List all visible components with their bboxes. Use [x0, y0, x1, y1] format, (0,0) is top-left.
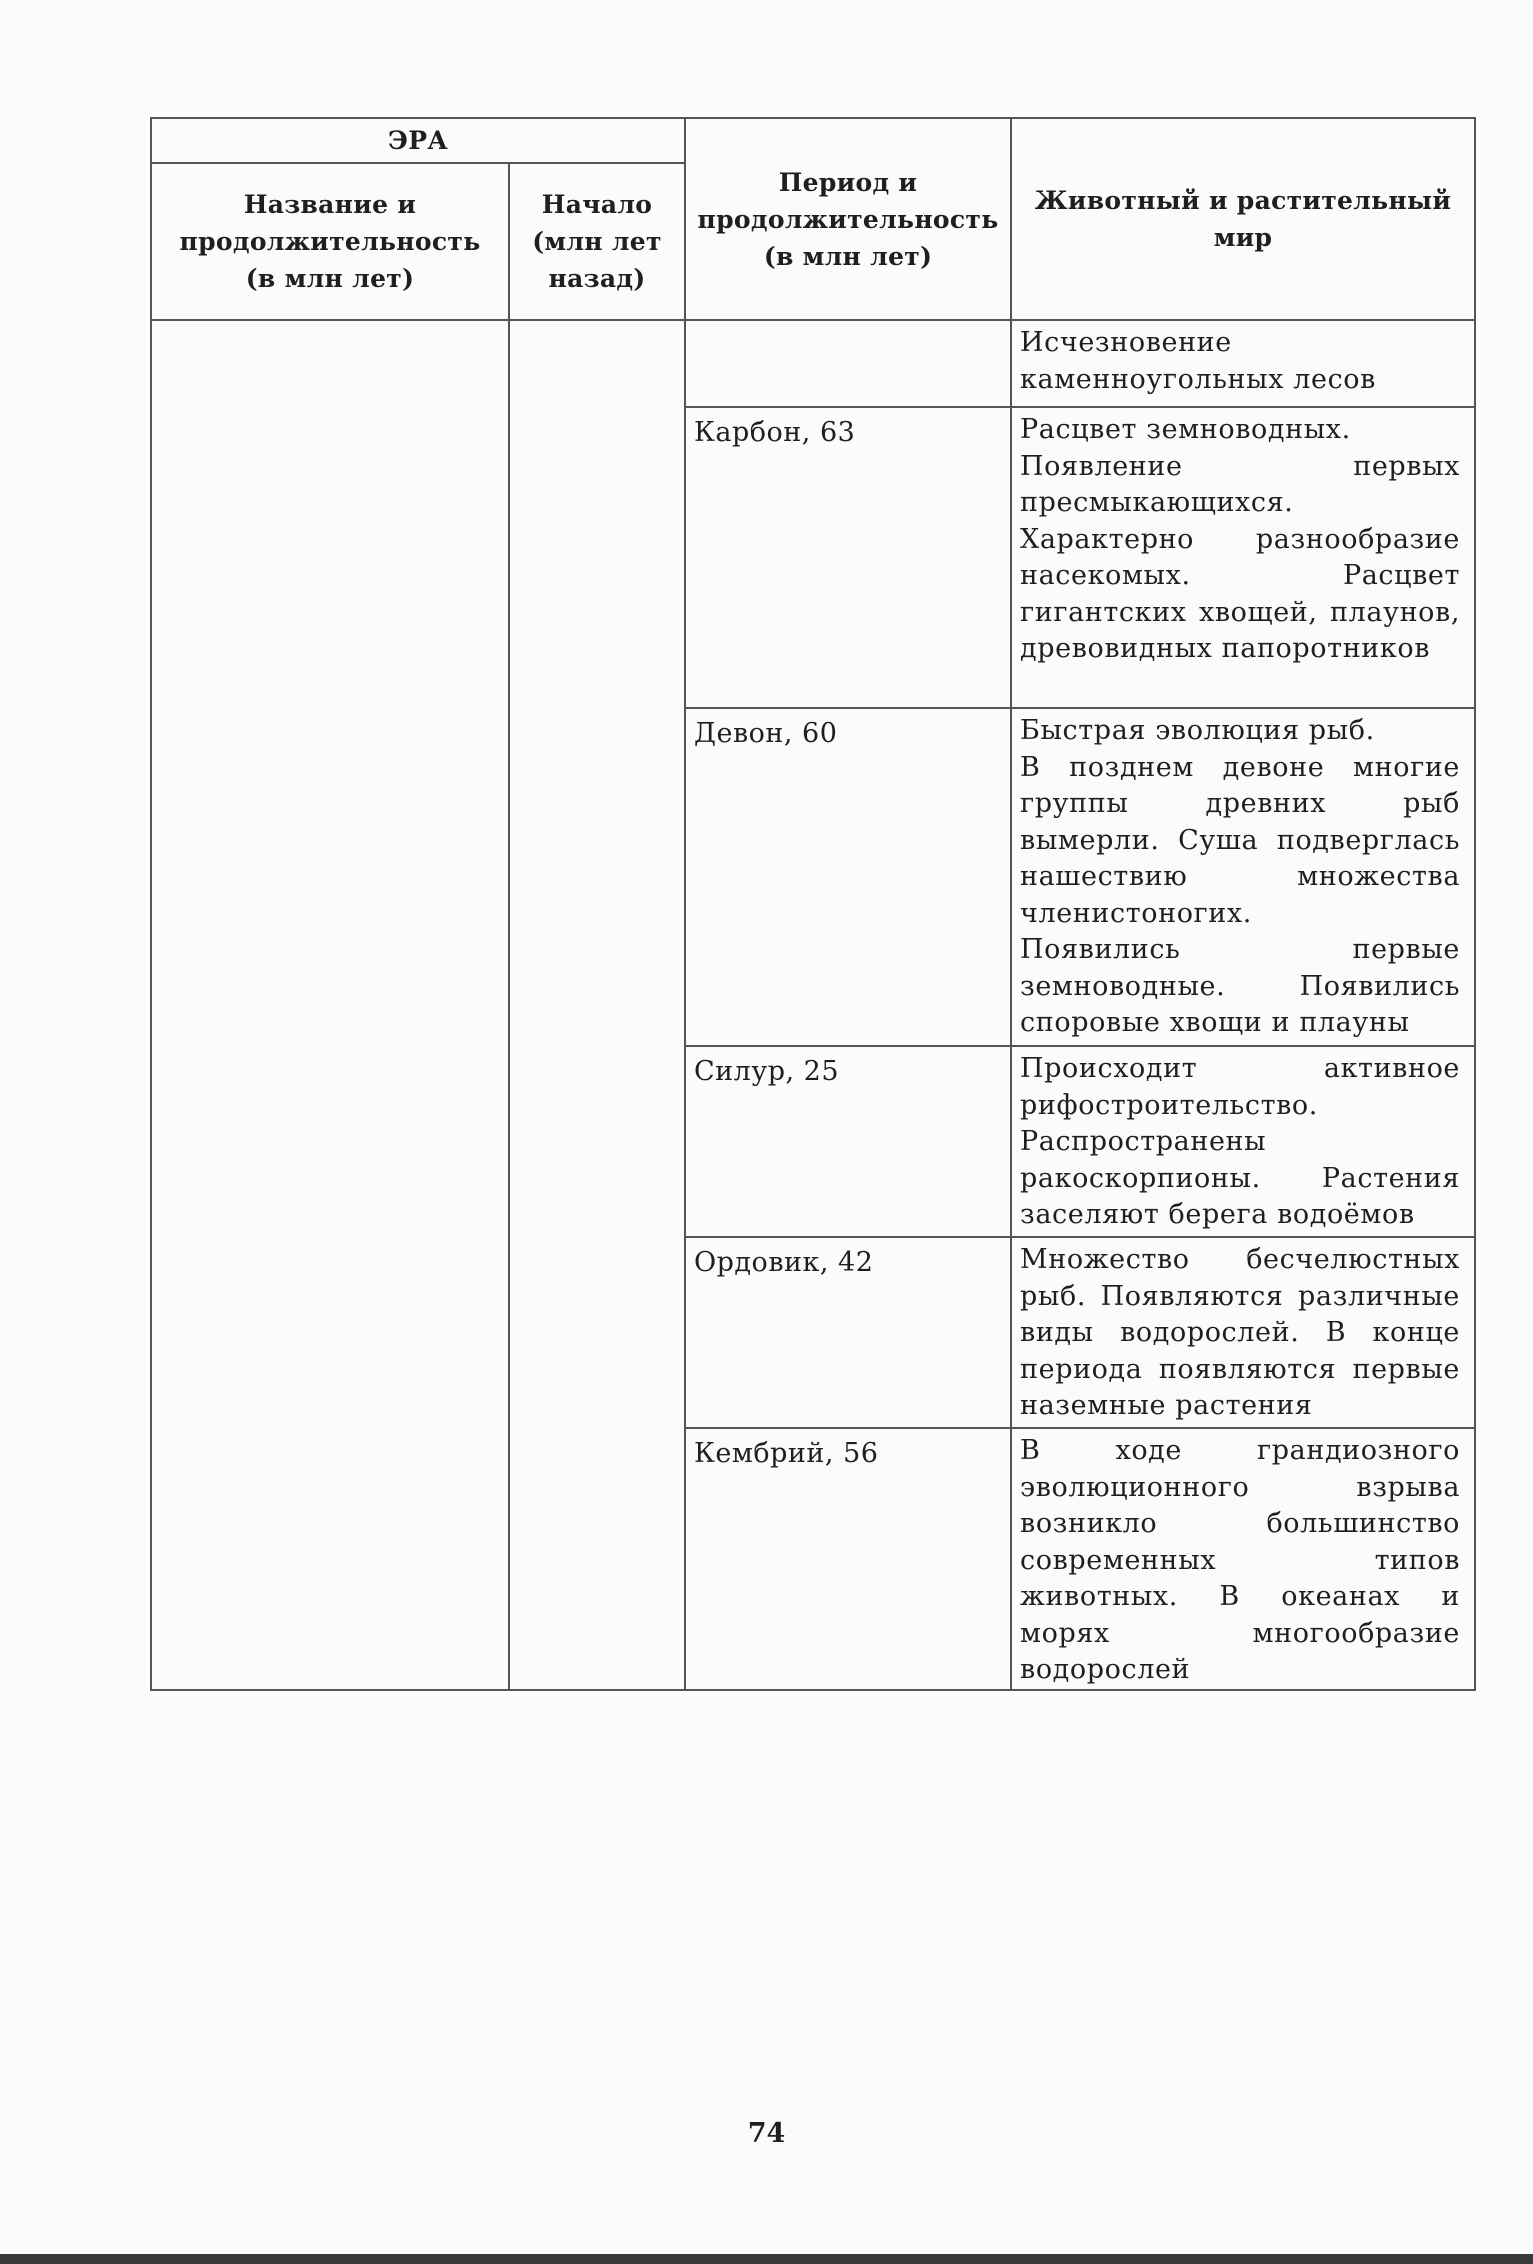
era-name-cell: [151, 320, 509, 1690]
era-start-header-cell: [509, 163, 685, 320]
scan-bottom-edge: [0, 2254, 1533, 2264]
header-row-era: [151, 118, 1475, 163]
life-text: В ходе грандиозного эволюционного взрыва возникло большинство современных типов животных. В океанах и морях многообразие водорослей: [1020, 1435, 1461, 1685]
period-cell: Карбон, 63: [685, 407, 1011, 708]
period-cell: Кембрий, 56: [685, 1428, 1011, 1690]
life-cell: [1011, 407, 1475, 708]
life-cell: [1011, 708, 1475, 1046]
life-text: Быстрая эволюция рыб.: [1020, 715, 1375, 746]
life-text: Происходит активное рифостроительство.: [1020, 1053, 1461, 1121]
life-text: Распространены ракоскорпионы. Растения заселяют берега водоёмов: [1020, 1126, 1461, 1230]
life-text: Множество бесчелюстных рыб. Появляются различные виды водорослей. В конце периода появляются первые наземные растения: [1020, 1244, 1461, 1421]
era-name-header-cell: [151, 163, 509, 320]
period-header-cell: [685, 118, 1011, 320]
life-cell: [1011, 1046, 1475, 1237]
life-header-cell: [1011, 118, 1475, 320]
era-start-cell: [509, 320, 685, 1690]
era-header: ЭРА: [388, 126, 448, 155]
period-cell: Ордовик, 42: [685, 1237, 1011, 1428]
era-start-header: Начало (млн лет назад): [532, 190, 662, 293]
life-text: Расцвет земноводных.: [1020, 414, 1351, 445]
period-header: Период и продолжительность (в млн лет): [697, 167, 999, 271]
page-number: 74: [747, 2118, 786, 2149]
era-name-header: Название и продолжительность (в млн лет): [179, 190, 481, 293]
life-text: Появились первые земноводные. Появились споровые хвощи и плауны: [1020, 934, 1461, 1038]
life-cell: [1011, 1428, 1475, 1690]
life-text: В позднем девоне многие группы древних рыб вымерли. Суша подверглась нашествию множества членистоногих.: [1020, 751, 1461, 929]
table-row: [151, 320, 1475, 407]
period-cell: Девон, 60: [685, 708, 1011, 1046]
life-cell: [1011, 1237, 1475, 1428]
life-header: Животный и растительный мир: [1034, 186, 1452, 252]
period-cell: Силур, 25: [685, 1046, 1011, 1237]
life-text: Характерно разнообразие насекомых. Расцвет гигантских хвощей, плаунов, древовидных папоротников: [1020, 523, 1461, 664]
life-cell: [1011, 320, 1475, 407]
life-text: Исчезновение каменноугольных лесов: [1020, 327, 1376, 395]
era-header-cell: [151, 118, 685, 163]
life-text: Появление первых пресмыкающихся.: [1020, 450, 1461, 518]
period-cell: [685, 320, 1011, 407]
geological-eras-table: [150, 117, 1476, 1691]
